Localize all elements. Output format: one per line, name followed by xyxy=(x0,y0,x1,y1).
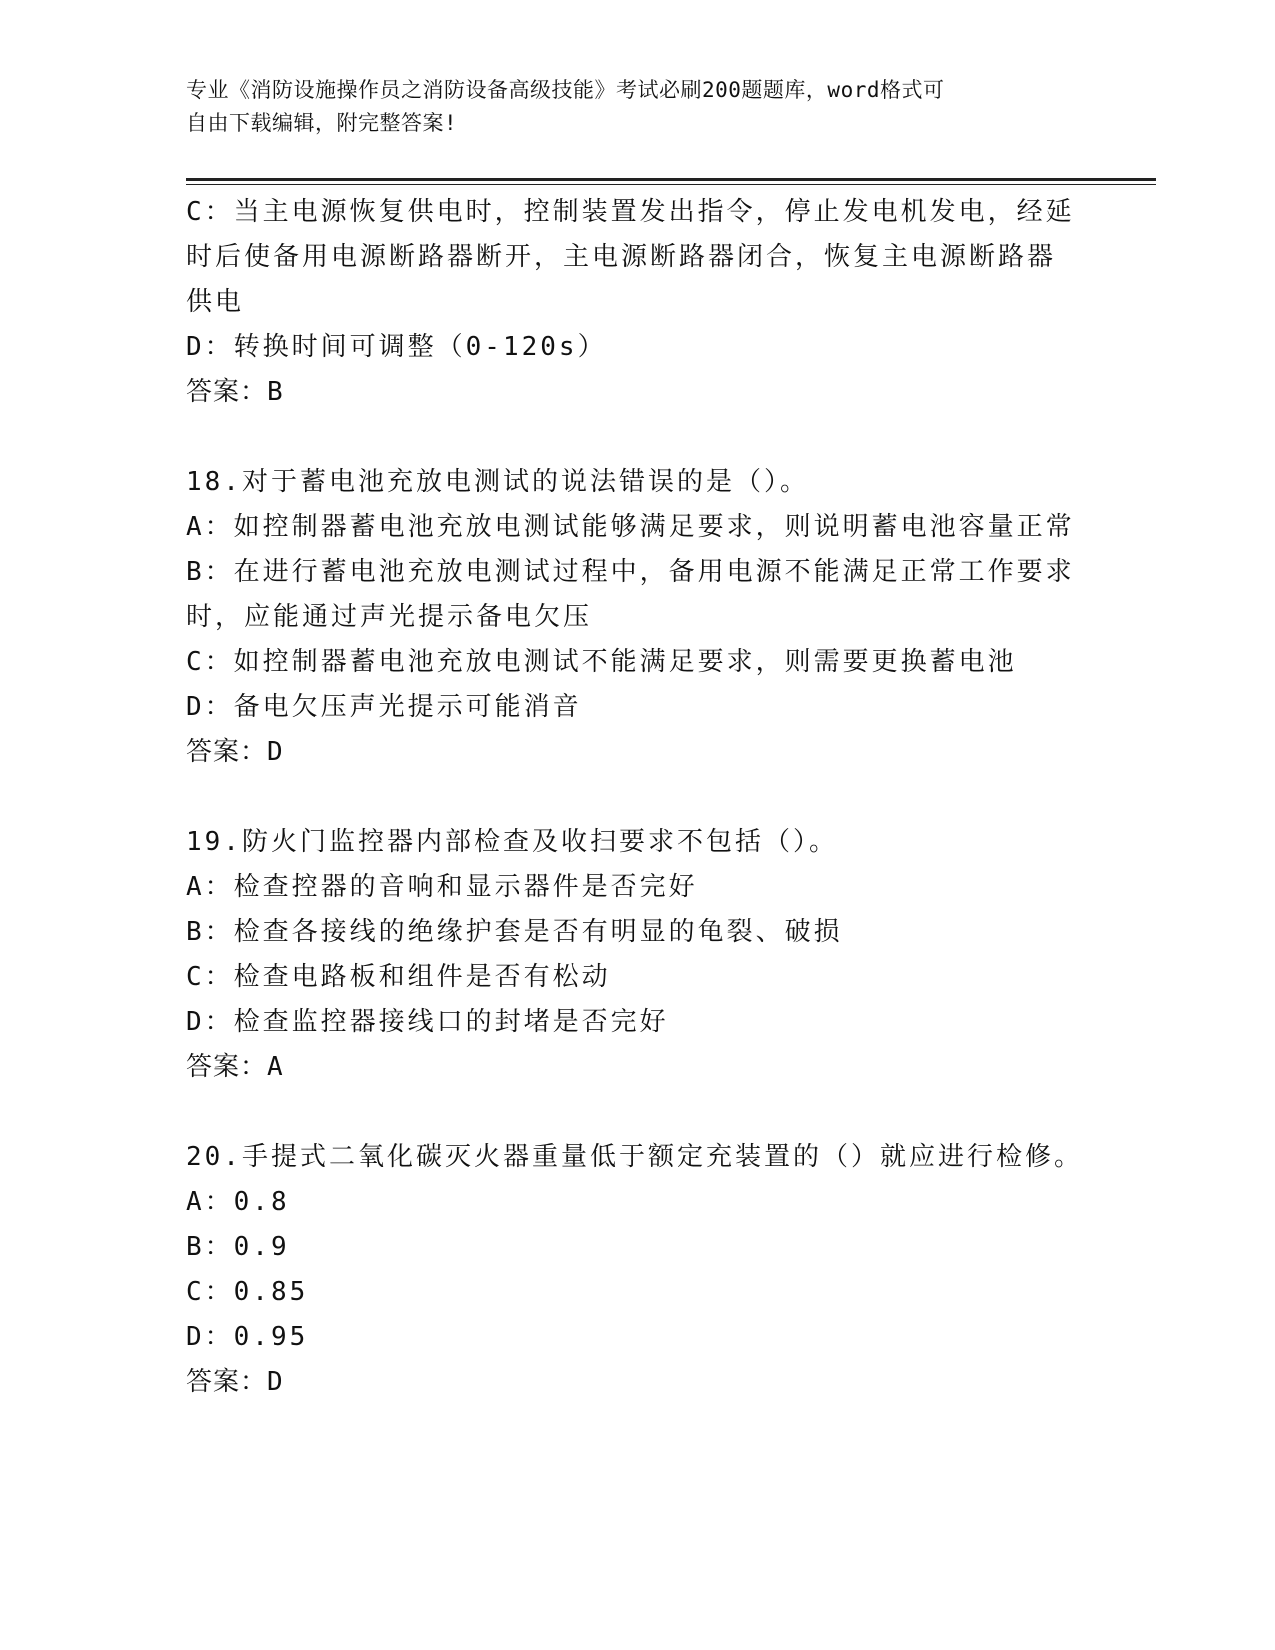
option-d: D：检查监控器接线口的封堵是否完好 xyxy=(186,1007,669,1037)
page-header xyxy=(186,74,1066,140)
option-b: B：检查各接线的绝缘护套是否有明显的龟裂、破损 xyxy=(186,917,843,947)
header-rule-thin xyxy=(186,184,1156,185)
option-c-cont: 时后使备用电源断路器断开，主电源断路器闭合，恢复主电源断路器 xyxy=(186,242,1057,272)
option-b-cont: 时，应能通过声光提示备电欠压 xyxy=(186,602,593,632)
answer: 答案：A xyxy=(186,1052,284,1082)
header-line-2: 自由下载编辑，附完整答案! xyxy=(186,111,458,135)
option-c: C：0.85 xyxy=(186,1277,309,1307)
option-d: D：0.95 xyxy=(186,1322,309,1352)
option-b: B：0.9 xyxy=(186,1232,290,1262)
option-a: A：如控制器蓄电池充放电测试能够满足要求，则说明蓄电池容量正常 xyxy=(186,512,1075,542)
option-b: B：在进行蓄电池充放电测试过程中，备用电源不能满足正常工作要求 xyxy=(186,557,1075,587)
option-a: A：检查控器的音响和显示器件是否完好 xyxy=(186,872,698,902)
question-20 xyxy=(186,1135,1086,1405)
option-c: C：检查电路板和组件是否有松动 xyxy=(186,962,611,992)
answer: 答案：B xyxy=(186,377,284,407)
option-d: D：转换时间可调整（0-120s） xyxy=(186,332,607,362)
question-17-tail xyxy=(186,190,1086,415)
question-18 xyxy=(186,460,1086,775)
question-stem: 18.对于蓄电池充放电测试的说法错误的是（）。 xyxy=(186,467,809,497)
question-19 xyxy=(186,820,1086,1090)
question-stem: 20.手提式二氧化碳灭火器重量低于额定充装置的（）就应进行检修。 xyxy=(186,1142,1083,1172)
option-c-cont: 供电 xyxy=(186,287,245,317)
header-rule-thick xyxy=(186,178,1156,181)
answer: 答案：D xyxy=(186,737,284,767)
question-stem: 19.防火门监控器内部检查及收扫要求不包括（）。 xyxy=(186,827,838,857)
answer: 答案：D xyxy=(186,1367,284,1397)
option-c: C：如控制器蓄电池充放电测试不能满足要求，则需要更换蓄电池 xyxy=(186,647,1017,677)
document-body xyxy=(186,190,1086,1405)
option-c: C：当主电源恢复供电时，控制装置发出指令，停止发电机发电，经延 xyxy=(186,197,1075,227)
header-line-1: 专业《消防设施操作员之消防设备高级技能》考试必刷200题题库，word格式可 xyxy=(186,78,945,102)
option-d: D：备电欠压声光提示可能消音 xyxy=(186,692,582,722)
option-a: A：0.8 xyxy=(186,1187,290,1217)
